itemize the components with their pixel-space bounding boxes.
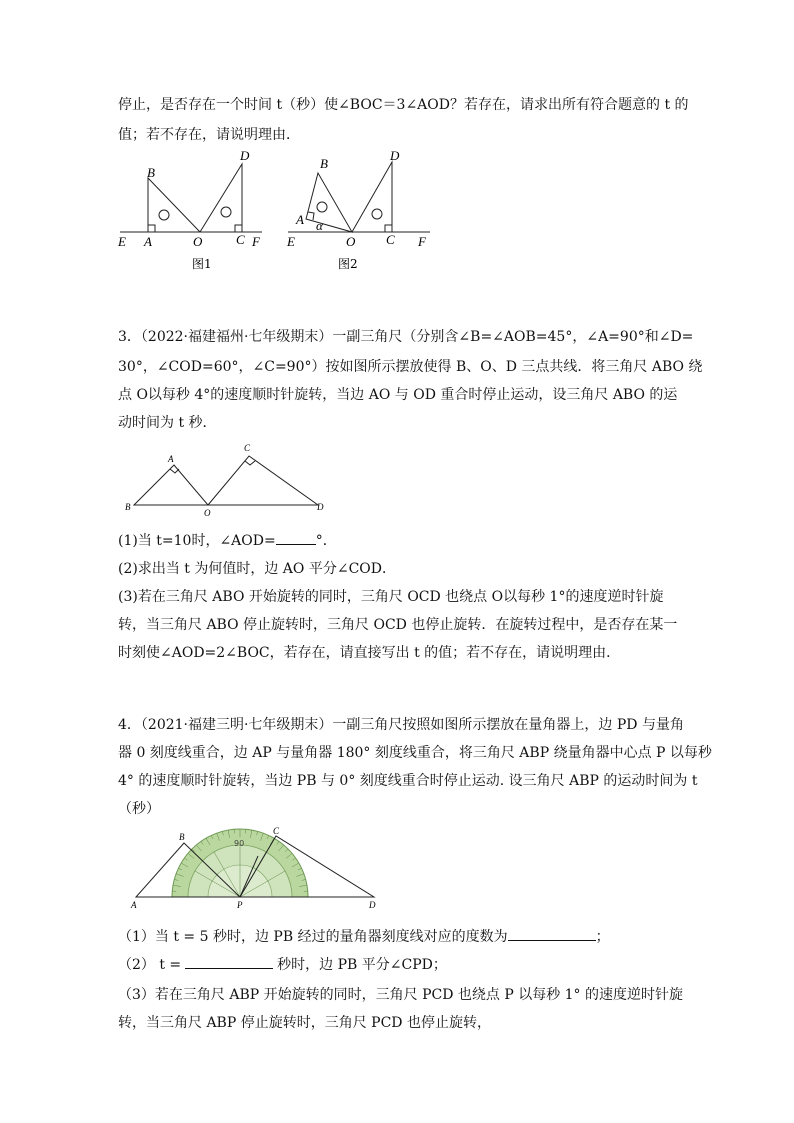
q4-line-4: （秒） (118, 801, 160, 817)
q4-line-1: 4．（2021·福建三明·七年级期末）一副三角尺按照如图所示摆放在量角器上，边 PD 与量角 (118, 717, 684, 733)
q4-sub-2-suffix: 秒时，边 PB 平分∠CPD； (277, 957, 447, 973)
hole-right (372, 209, 382, 219)
protractor (172, 829, 308, 897)
q3-sub-3-line-3: 时刻使∠AOD=2∠BOC，若存在，请直接写出 t 的值；若不存在，请说明理由． (118, 645, 621, 661)
label-o: O (193, 234, 203, 249)
right-angle-a (308, 212, 314, 220)
triangle-abo (148, 178, 200, 232)
q3-line-2: 30°，∠COD=60°，∠C=90°）按如图所示摆放使得 B、O、D 三点共线．将三角尺 ABO 绕 (118, 359, 703, 375)
label-d: D (390, 148, 400, 163)
q3-sub-1-prefix: (1)当 t=10时，∠AOD= (118, 533, 276, 549)
label-c: C (244, 443, 251, 453)
q3-line-1: 3．（2022·福建福州·七年级期末）一副三角尺（分别含∠B=∠AOB=45°，∠A=90°和∠D= (118, 329, 694, 345)
label-p: P (237, 900, 243, 910)
q3-sub-1-answer-blank (276, 532, 316, 545)
q4-sub-2-answer-blank (185, 956, 273, 969)
label-c: C (386, 232, 395, 247)
q3-line-3: 点 O以每秒 4°的速度顺时针旋转，当边 AO 与 OD 重合时停止运动，设三角尺 ABO 的运 (118, 387, 678, 403)
triangle-ocd (352, 162, 392, 232)
label-a: A (168, 454, 174, 464)
figure-1 (112, 146, 272, 274)
label-d: D (240, 148, 250, 163)
right-angle-c (245, 461, 255, 465)
q4-sub-1 (118, 928, 610, 946)
q3-sub-1 (118, 532, 337, 550)
figure-1-caption: 图1 (192, 257, 212, 271)
label-a: A (296, 212, 304, 227)
figure-2 (280, 146, 440, 274)
label-a: A (131, 900, 137, 910)
q4-sub-2-prefix: （2） t = (118, 957, 182, 973)
label-d: D (317, 502, 324, 512)
triangle-ocd (200, 164, 242, 232)
triangle-ocd (208, 456, 318, 505)
label-b: B (179, 832, 185, 842)
q4-sub-3-line-2: 转，当三角尺 ABP 停止旋转时，三角尺 PCD 也停止旋转， (118, 1015, 491, 1031)
q4-sub-1-prefix: （1）当 t = 5 秒时，边 PB 经过的量角器刻度线对应的度数为 (118, 929, 508, 945)
label-c: C (273, 826, 280, 836)
q3-sub-3-line-2: 转，当三角尺 ABO 停止旋转时，三角尺 OCD 也停止旋转．在旋转过程中，是否存在某一 (118, 617, 678, 633)
label-f: F (252, 234, 260, 249)
label-o: O (204, 508, 211, 518)
label-f: F (418, 234, 426, 249)
q4-sub-2 (118, 956, 447, 974)
intro-line-1: 停止，是否存在一个时间 t（秒）使∠BOC＝3∠AOD？若存在，请求出所有符合题意的 t 的 (118, 97, 689, 113)
label-e: E (118, 234, 126, 249)
q3-line-4: 动时间为 t 秒． (118, 415, 217, 431)
label-o: O (346, 234, 356, 249)
label-b: B (320, 156, 328, 171)
q3-sub-2: (2)求出当 t 为何值时，边 AO 平分∠COD． (118, 561, 396, 577)
q3-sub-3-line-1: (3)若在三角尺 ABO 开始旋转的同时，三角尺 OCD 也绕点 O以每秒 1°的速度逆时针旋 (118, 589, 664, 605)
label-a: A (144, 234, 152, 249)
right-angle-c (235, 225, 242, 232)
label-e: E (287, 234, 295, 249)
label-d: D (369, 900, 376, 910)
hole-left (159, 210, 169, 220)
hole-right (221, 207, 231, 217)
q4-sub-1-suffix: ； (595, 929, 610, 945)
label-b: B (125, 502, 131, 512)
triangle-abo (134, 465, 208, 505)
figure-q4-protractor (128, 826, 384, 912)
label-b: B (147, 165, 155, 180)
q4-sub-1-answer-blank (508, 928, 596, 941)
protractor-90-label: 90 (234, 839, 245, 848)
label-c: C (236, 232, 245, 247)
figure-q3 (118, 440, 333, 520)
right-angle-c (385, 225, 392, 232)
q4-line-3: 4° 的速度顺时针旋转，当边 PB 与 0° 刻度线重合时停止运动. 设三角尺 ABP 的运动时间为 t (118, 773, 698, 789)
right-angle-a (148, 225, 155, 232)
figure-2-caption: 图2 (338, 257, 358, 271)
triangle-abo (306, 173, 352, 232)
q4-sub-3-line-1: （3）若在三角尺 ABP 开始旋转的同时，三角尺 PCD 也绕点 P 以每秒 1° 的速度逆时针旋 (118, 987, 684, 1003)
hole-left (317, 202, 327, 212)
intro-line-2: 值；若不存在，请说明理由． (118, 127, 300, 143)
q4-line-2: 器 0 刻度线重合，边 AP 与量角器 180° 刻度线重合，将三角尺 ABP 绕量角器中心点 P 以每秒 (118, 745, 712, 761)
label-alpha: α (316, 218, 323, 233)
q3-sub-1-suffix: °． (315, 533, 337, 549)
